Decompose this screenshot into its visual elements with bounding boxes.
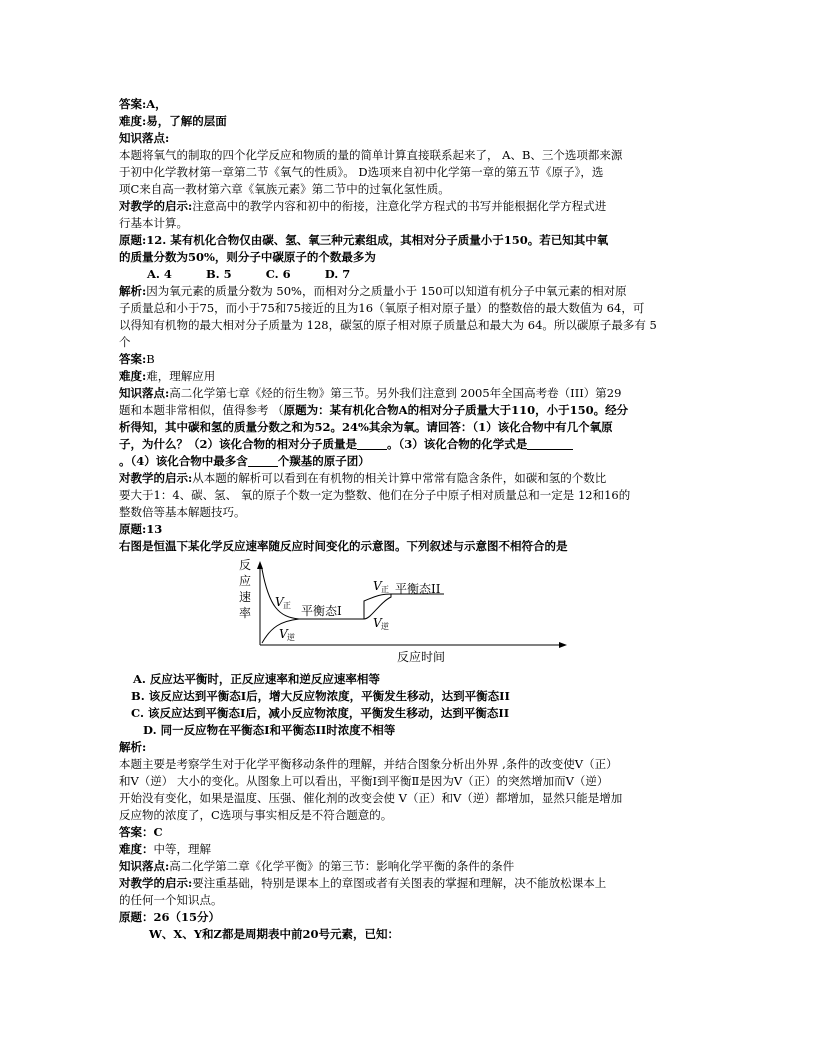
document-page [119, 96, 699, 943]
field-text: B [146, 352, 155, 366]
text-line [119, 504, 699, 521]
text-line [119, 300, 699, 317]
v-reverse-label: V [279, 627, 288, 641]
text-line [119, 164, 699, 181]
state-1-label: 平衡态I [301, 604, 342, 618]
text-line [119, 487, 699, 504]
option-q13-d: D. 同一反应物在平衡态I和平衡态II时浓度不相等 [143, 723, 396, 737]
field-text: 易，了解的层面 [146, 114, 227, 128]
field-text: 右图是恒温下某化学反应速率随反应时间变化的示意图。下列叙述与示意图不相符合的是 [119, 539, 568, 553]
field-text: 高二化学第七章《烃的衍生物》第三节。另外我们注意到 2005年全国高考卷（III）第29 [169, 386, 622, 400]
text-line [119, 419, 699, 436]
text-line [119, 909, 699, 926]
field-text: A， [146, 97, 167, 111]
field-text: 行基本计算。 [119, 216, 188, 230]
y-axis-char: 应 [239, 574, 252, 588]
field-label: 知识落点: [119, 859, 170, 873]
v-forward-label-2: V [373, 579, 382, 593]
text-line [119, 402, 699, 419]
y-axis-char: 速 [239, 590, 252, 604]
text-line [119, 351, 699, 368]
text-line [119, 198, 699, 215]
v-forward-label: V [275, 595, 284, 609]
field-text-bold: 原题为：某有机化合物A的相对分子质量大于110，小于150。经分 [283, 403, 629, 417]
field-text: 整数倍等基本解题技巧。 [119, 505, 246, 519]
option-q12-d: D. 7 [324, 267, 351, 281]
text-line [119, 824, 699, 841]
text-line [119, 215, 699, 232]
text-line [119, 385, 699, 402]
field-label: 答案： [119, 825, 154, 839]
rate-time-diagram [119, 555, 699, 671]
v-forward-sub-2: 正 [381, 585, 389, 594]
answer-blank [357, 437, 387, 450]
field-text: 难，理解应用 [146, 369, 216, 383]
text-line [119, 181, 699, 198]
text-line [119, 334, 699, 351]
text-line [119, 521, 699, 538]
field-text: 12. 某有机化合物仅由碳、氢、氧三种元素组成，其相对分子质量小于150。若已知其中氧 [146, 233, 609, 247]
y-axis-char: 反 [239, 558, 252, 572]
field-text: 注意高中的教学内容和初中的衔接，注意化学方程式的书写并能根据化学方程式进 [192, 199, 607, 213]
v-reverse-sub: 逆 [287, 633, 295, 642]
field-label: 知识落点: [119, 131, 170, 145]
text-block-q12-b [119, 470, 699, 555]
question-blank-line-2: 。（4）该化合物中最多含 个羰基的原子团） [119, 454, 370, 468]
text-line [119, 232, 699, 249]
text-line [119, 739, 699, 756]
field-text: 题和本题非常相似，值得参考 （ [119, 403, 284, 417]
field-label: 原题： [119, 910, 154, 924]
field-label: 解析: [119, 740, 147, 754]
text-line [119, 113, 699, 130]
v-reverse-sub-2: 逆 [381, 622, 389, 631]
rate-time-graph [239, 555, 569, 669]
field-label: 对教学的启示: [119, 471, 193, 485]
options-q12 [119, 266, 699, 283]
x-axis-label: 反应时间 [397, 650, 446, 664]
text-line [119, 368, 699, 385]
field-text: 本题将氧气的制取的四个化学反应和物质的量的简单计算直接联系起来了， A、B、三个选项都来源 [119, 148, 623, 162]
question-blank-line-1: 子，为什么？（2）该化合物的相对分子质量是 。（3）该化合物的化学式是 [119, 436, 699, 453]
text-line [119, 790, 699, 807]
field-label: 对教学的启示: [119, 199, 193, 213]
field-text: 从本题的解析可以看到在有机物的相关计算中常常有隐含条件，如碳和氢的个数比 [192, 471, 607, 485]
text-block-q12 [119, 283, 699, 436]
question-26-intro: W、X、Y和Z都是周期表中前20号元素，已知： [149, 927, 399, 941]
field-text: 个 [119, 335, 131, 349]
text-line [119, 875, 699, 892]
text-block-q13 [119, 739, 699, 926]
text-line [119, 773, 699, 790]
field-text: 的任何一个知识点。 [119, 893, 223, 907]
field-text: 以得知有机物的最大相对分子质量为 128，碳氢的原子相对原子质量总和最大为 64。所以碳原子最多有 5 [119, 318, 657, 332]
field-label: 难度： [119, 842, 154, 856]
answer-blank [248, 454, 278, 467]
text-line [119, 470, 699, 487]
field-text: 13 [146, 522, 163, 536]
field-text: 于初中化学教材第一章第二节《氧气的性质》。 D选项来自初中化学第一章的第五节《原子》，选 [119, 165, 604, 179]
field-text: 反应物的浓度了，C选项与事实相反是不符合题意的。 [119, 808, 393, 822]
v-reverse-label-2: V [373, 616, 382, 630]
state-2-label: 平衡态II [395, 582, 441, 596]
field-label: 解析: [119, 284, 147, 298]
option-q12-c: C. 6 [265, 267, 291, 281]
text-line [119, 538, 699, 555]
text-line [119, 858, 699, 875]
field-text: C [153, 825, 163, 839]
text-line [119, 147, 699, 164]
field-text: 析得知，其中碳和氢的质量分数之和为52。24%其余为氧。请回答：（1）该化合物中有几个氧原 [119, 420, 613, 434]
field-text: 项C来自高一教材第六章《氧族元素》第二节中的过氧化氢性质。 [119, 182, 450, 196]
option-q12-a: A. 4 [147, 267, 172, 281]
field-label: 答案: [119, 352, 147, 366]
y-axis-arrow [257, 561, 263, 569]
field-label: 答案: [119, 97, 147, 111]
x-axis-arrow [559, 642, 567, 648]
y-axis-char: 率 [239, 606, 252, 620]
text-line [119, 283, 699, 300]
text-line [119, 317, 699, 334]
field-label: 难度: [119, 114, 147, 128]
field-text: 26（15分） [153, 910, 221, 924]
text-line [119, 807, 699, 824]
answer-blank [527, 437, 573, 450]
field-text: 中等，理解 [153, 842, 211, 856]
field-text: 因为氧元素的质量分数为 50%，而相对分之质量小于 150可以知道有机分子中氧元素的相对原 [146, 284, 627, 298]
text-block-q11 [119, 96, 699, 266]
field-text: 开始没有变化，如果是温度、压强、催化剂的改变会使 V（正）和V（逆）都增加，显然只能是增加 [119, 791, 623, 805]
field-text: 要注重基础，特别是课本上的章图或者有关图表的掌握和理解，决不能放松课本上 [192, 876, 607, 890]
option-q13-b: B. 该反应达到平衡态I后，增大反应物浓度，平衡发生移动，达到平衡态II [131, 689, 510, 703]
field-label: 原题: [119, 233, 147, 247]
field-label: 原题: [119, 522, 147, 536]
field-label: 知识落点: [119, 386, 170, 400]
option-q12-b: B. 5 [205, 267, 232, 281]
text-line [119, 130, 699, 147]
field-text: 要大于1：4、碳、氢、 氧的原子个数一定为整数、他们在分子中原子相对质量总和一定是 12和16的 [119, 488, 631, 502]
text-line [119, 96, 699, 113]
field-label: 难度: [119, 369, 147, 383]
field-text: 子质量总和小于75，而小于75和75接近的且为16（氧原子相对原子量）的整数倍的最大数值为 64，可 [119, 301, 645, 315]
field-text: 高二化学第二章《化学平衡》的第三节：影响化学平衡的条件的条件 [169, 859, 515, 873]
field-text: 本题主要是考察学生对于化学平衡移动条件的理解，并结合图象分析出外界 ,条件的改变使V（正） [119, 757, 618, 771]
field-text: 的质量分数为50%，则分子中碳原子的个数最多为 [119, 250, 376, 264]
text-line [119, 892, 699, 909]
option-q13-c: C. 该反应达到平衡态I后，减小反应物浓度，平衡发生移动，达到平衡态II [131, 706, 510, 720]
field-label: 对教学的启示: [119, 876, 193, 890]
option-q13-a: A. 反应达平衡时，正反应速率和逆反应速率相等 [133, 672, 380, 686]
field-text: 和V（逆） 大小的变化。从图象上可以看出，平衡Ⅰ到平衡Ⅱ是因为V（正）的突然增加而V（逆） [119, 774, 609, 788]
text-line [119, 756, 699, 773]
v-forward-sub: 正 [283, 601, 291, 610]
text-line [119, 249, 699, 266]
text-line [119, 841, 699, 858]
